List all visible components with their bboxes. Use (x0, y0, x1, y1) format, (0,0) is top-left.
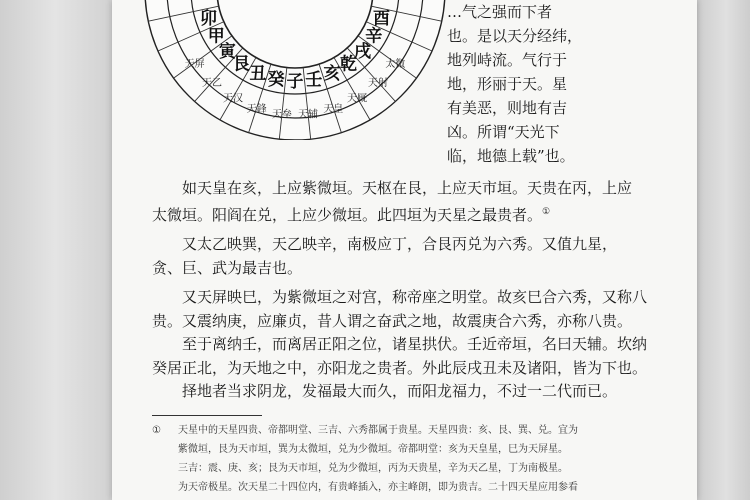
compass-stem-label: 子 (286, 72, 304, 92)
compass-star-label: 天厩 (347, 93, 367, 105)
compass-diagram (130, 0, 460, 140)
compass-star-label: 天射 (367, 78, 388, 90)
compass-stem-label: 丑 (249, 64, 267, 85)
compass-star-label: 天乙 (202, 78, 223, 90)
side-line: 临，地德上载”也。 (447, 147, 575, 165)
compass-star-label: 天辅 (297, 109, 318, 121)
compass-stem-label: 卯 (199, 9, 217, 30)
side-line: 也。是以天分经纬， (447, 27, 583, 45)
paragraph-line: 至于离纳壬，而离居正阳之位，诸星拱伏。壬近帝垣，名曰天辅。坎纳 (182, 335, 648, 353)
compass-stem-label: 壬 (305, 70, 323, 91)
main-text (152, 177, 652, 404)
compass-stem-label: 亥 (323, 64, 341, 85)
paragraph-line: 癸居正北，为天地之中，亦阳龙之贵者。外此辰戌丑未及诸阳，皆为下也。 (152, 358, 648, 377)
compass-star-label: 天鋒 (246, 103, 267, 115)
compass-stem-label: 酉 (373, 9, 391, 30)
side-line: …气之强而下者 (447, 3, 553, 21)
compass-stem-label: 甲 (207, 26, 225, 47)
footnote-line: 为天帝极星。次天星二十四位内，有贵峰插入，亦主峰朗，即为贵吉。二十四天星应用参看 (178, 482, 578, 493)
side-line: 凶。所谓“天光下 (447, 123, 560, 141)
footnote-divider (152, 415, 262, 416)
compass-stem-label: 癸 (267, 70, 285, 91)
side-line: 有美恶，则地有吉 (447, 99, 568, 117)
side-text-column (447, 0, 647, 168)
footnote-line: 三吉：震、庚、亥；艮为天市垣，兑为少微垣，丙为天贵星，辛为天乙星，丁为南极星。 (178, 463, 568, 474)
footnote-number: ① (152, 425, 161, 436)
compass-star-label: 天皇 (323, 103, 344, 115)
footnote-marker: ① (542, 206, 551, 217)
paragraph-line: 贪、巨、武为最吉也。 (152, 258, 303, 277)
background-right (690, 0, 750, 500)
footnote-line: ① 天星中的天星四贵、帝都明堂、三吉、六秀都属于贵星。天星四贵：亥、艮、巽、兑。宜为 (152, 421, 672, 440)
paragraph-line: 又太乙映巽，天乙映辛，南极应丁，合艮丙兑为六秀。又值九星， (182, 235, 618, 253)
background-left (0, 0, 110, 500)
compass-star-label: 天垒 (272, 109, 293, 121)
paragraph-line: 太微垣。阳阎在兑，上应少微垣。此四垣为天星之最贵者。① (152, 205, 551, 224)
book-page (112, 0, 697, 500)
paragraph-line: 贵。又震纳庚，应廉贞，昔人谓之奋武之地，故震庚合六秀，亦称八贵。 (152, 311, 633, 330)
side-line: 地，形丽于天。星 (447, 75, 568, 93)
paragraph-line: 择地者当求阴龙，发福最大而久，而阳龙福力，不过一二代而已。 (182, 382, 618, 400)
paragraph-line: 如天皇在亥，上应紫微垣。天枢在艮，上应天市垣。天贵在丙，上应 (182, 179, 633, 197)
compass-stem-label: 辛 (365, 26, 383, 47)
side-line: 地列峙流。气行于 (447, 51, 568, 69)
compass-stem-label: 戌 (354, 41, 372, 62)
compass-stem-label: 乾 (339, 54, 357, 75)
compass-stem-label: 艮 (233, 54, 251, 75)
footnotes (152, 421, 672, 497)
footnote-line: 紫微垣，艮为天市垣，巽为太微垣，兑为少微垣。帝都明堂：亥为天皇星，巳为天屏星。 (178, 444, 568, 455)
compass-star-label: 天屏 (184, 58, 205, 70)
paragraph-line: 又天屏映巳，为紫微垣之对宫，称帝座之明堂。故亥巳合六秀，又称八 (182, 288, 648, 306)
compass-star-label: 太微 (385, 58, 406, 70)
compass-star-label: 天汉 (223, 93, 243, 105)
compass-stem-label: 寅 (218, 41, 236, 62)
